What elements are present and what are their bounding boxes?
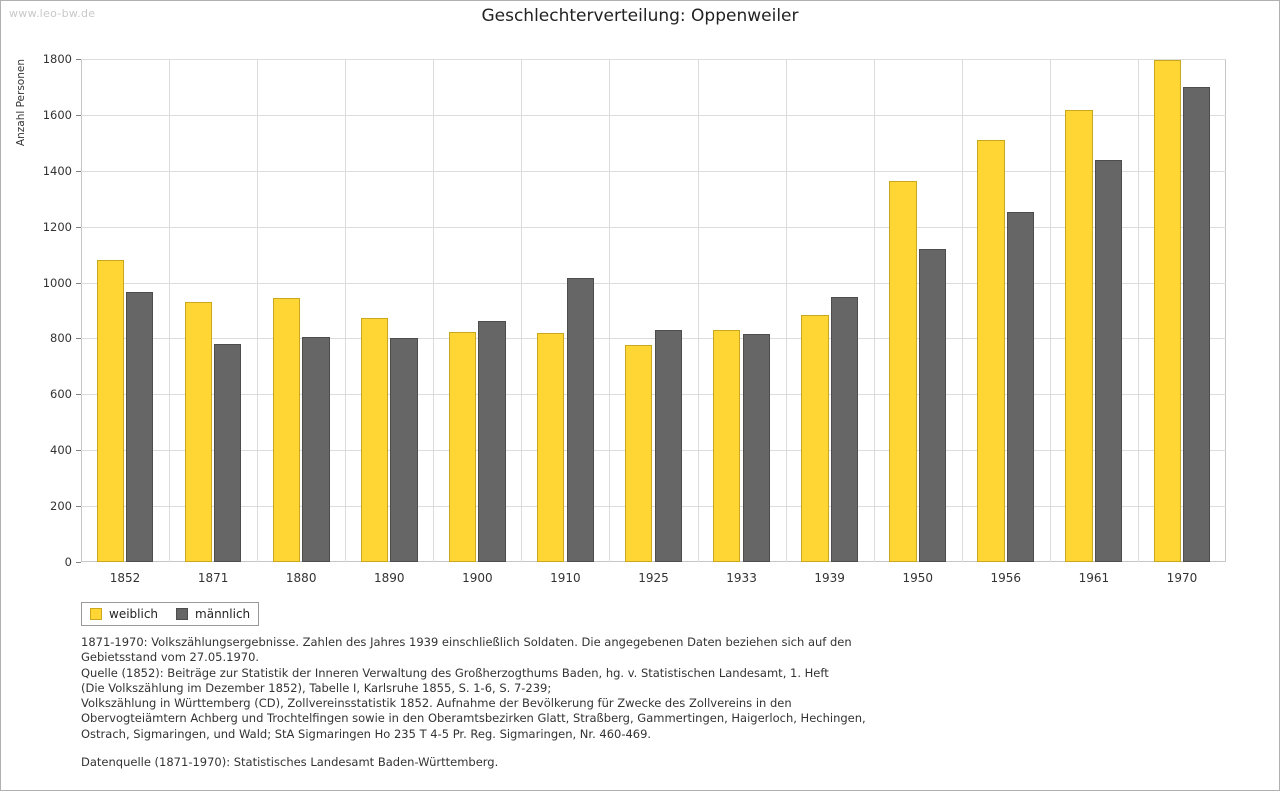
x-tick-label: 1939 <box>814 571 845 585</box>
footnote-line-1: 1871-1970: Volkszählungsergebnisse. Zahlen des Jahres 1939 einschließlich Soldaten. Die angegebenen Daten beziehen sich auf den <box>81 635 852 649</box>
x-tick-label: 1852 <box>109 571 141 585</box>
bar-weiblich-1956[interactable] <box>977 140 1004 562</box>
bar-weiblich-1961[interactable] <box>1065 110 1092 562</box>
x-tick-label: 1900 <box>462 571 493 585</box>
x-tick-label: 1956 <box>990 571 1022 585</box>
bar-group <box>874 59 962 562</box>
y-tick-label: 1600 <box>42 107 72 122</box>
x-tick-label: 1970 <box>1166 571 1198 585</box>
footnote-line-2: Gebietsstand vom 27.05.1970. <box>81 650 260 665</box>
footnotes <box>81 635 1131 770</box>
bar-group <box>698 59 786 562</box>
footnote-line-5: Volkszählung in Württemberg (CD), Zollvereinsstatistik 1852. Aufnahme der Bevölkerung für Zwecke des Zollvereins in den <box>81 696 792 711</box>
footnote-line-3: Quelle (1852): Beiträge zur Statistik der Inneren Verwaltung des Großherzogthums Baden, hg. v. Statistischen Landesamt, 1. Heft <box>81 665 829 680</box>
bar-weiblich-1852[interactable] <box>97 260 124 562</box>
x-tick-label: 1880 <box>285 571 317 585</box>
bar-group <box>169 59 257 562</box>
legend-swatch-maennlich-icon <box>176 608 188 620</box>
bar-group <box>521 59 609 562</box>
watermark-text: www.leo-bw.de <box>9 7 96 20</box>
bar-männlich-1871[interactable] <box>214 344 241 562</box>
legend-swatch-weiblich-icon <box>90 608 102 620</box>
y-tick-label: 800 <box>50 331 72 346</box>
bar-weiblich-1925[interactable] <box>625 345 652 562</box>
footnote-line-6: Obervogteiämtern Achberg und Trochtelfingen sowie in den Oberamtsbezirken Glatt, Straßberg, Gammertingen, Haigerloch, Hechingen, <box>81 711 866 726</box>
bar-männlich-1900[interactable] <box>478 321 505 562</box>
x-tick-label: 1961 <box>1078 571 1110 585</box>
y-tick-label: 1200 <box>42 219 72 234</box>
bar-group <box>81 59 169 562</box>
y-tick-label: 1400 <box>42 163 72 178</box>
y-axis-title: Anzahl Personen <box>15 59 27 147</box>
legend-label-maennlich: männlich <box>195 607 251 621</box>
footnote-line-4: (Die Volkszählung im Dezember 1852), Tabelle I, Karlsruhe 1855, S. 1-6, S. 7-239; <box>81 680 552 695</box>
bar-weiblich-1950[interactable] <box>889 181 916 562</box>
x-tick-label: 1871 <box>197 571 229 585</box>
bar-weiblich-1890[interactable] <box>361 318 388 562</box>
y-tick-label: 1800 <box>42 52 72 66</box>
x-tick-label: 1950 <box>902 571 933 585</box>
bar-männlich-1933[interactable] <box>743 334 770 562</box>
bar-männlich-1961[interactable] <box>1095 160 1122 562</box>
bar-männlich-1880[interactable] <box>302 337 329 562</box>
chart-legend <box>81 602 259 626</box>
bar-group <box>1050 59 1138 562</box>
bar-group <box>433 59 521 562</box>
page-title: Geschlechterverteilung: Oppenweiler <box>481 6 799 26</box>
bar-weiblich-1880[interactable] <box>273 298 300 562</box>
legend-item-weiblich <box>90 607 158 621</box>
bar-weiblich-1939[interactable] <box>801 315 828 562</box>
bar-weiblich-1900[interactable] <box>449 332 476 562</box>
bar-männlich-1956[interactable] <box>1007 212 1034 562</box>
bar-weiblich-1910[interactable] <box>537 333 564 562</box>
bar-männlich-1950[interactable] <box>919 249 946 562</box>
y-tick-label: 400 <box>50 443 72 458</box>
bar-weiblich-1871[interactable] <box>185 302 212 562</box>
legend-item-maennlich <box>176 607 250 621</box>
bar-männlich-1925[interactable] <box>655 330 682 562</box>
y-tick-label: 1000 <box>42 275 72 290</box>
bar-männlich-1970[interactable] <box>1183 87 1210 562</box>
bar-weiblich-1970[interactable] <box>1154 60 1181 562</box>
footnote-spacer <box>81 742 1131 755</box>
bar-group <box>786 59 874 562</box>
x-tick-label: 1890 <box>373 571 405 585</box>
y-tick-label: 0 <box>64 555 72 569</box>
bar-männlich-1852[interactable] <box>126 292 153 562</box>
footnote-line-8: Datenquelle (1871-1970): Statistisches Landesamt Baden-Württemberg. <box>81 754 499 769</box>
y-tick-label: 600 <box>50 387 72 402</box>
y-tick-mark <box>76 562 81 563</box>
x-tick-label: 1910 <box>550 571 581 585</box>
legend-label-weiblich: weiblich <box>109 607 159 621</box>
bar-weiblich-1933[interactable] <box>713 330 740 562</box>
plot-wrapper <box>42 52 1226 585</box>
bar-group <box>257 59 345 562</box>
bar-männlich-1910[interactable] <box>567 278 594 562</box>
footnote-line-7: Ostrach, Sigmaringen, und Wald; StA Sigmaringen Ho 235 T 4-5 Pr. Reg. Sigmaringen, Nr. 460-469. <box>81 726 652 741</box>
x-tick-label: 1933 <box>726 571 757 585</box>
bar-männlich-1890[interactable] <box>390 338 417 562</box>
x-tick-label: 1925 <box>638 571 669 585</box>
bar-group <box>609 59 697 562</box>
bar-group <box>345 59 433 562</box>
bar-group <box>1138 59 1226 562</box>
bar-männlich-1939[interactable] <box>831 297 858 562</box>
bar-group <box>962 59 1050 562</box>
y-tick-label: 200 <box>50 499 72 514</box>
bar-series-container <box>81 59 1226 585</box>
